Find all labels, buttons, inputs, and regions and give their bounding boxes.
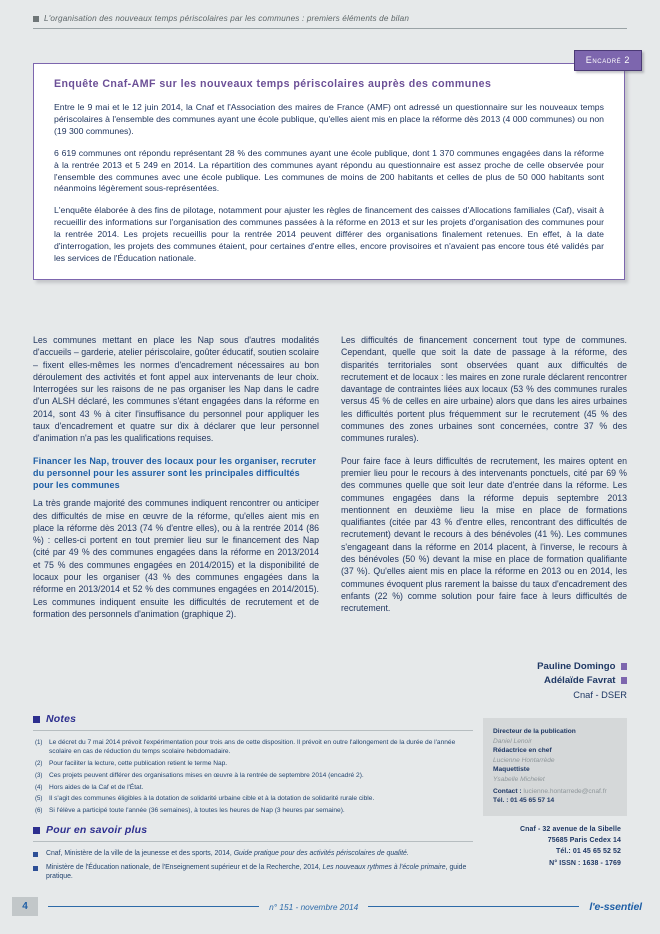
note-number: (1) [35,739,43,746]
masthead-contact-email[interactable]: lucienne.hontarrede@cnaf.fr [523,787,607,795]
masthead-contact [493,787,617,797]
square-bullet-icon [621,663,628,670]
address-line-4: N° ISSN : 1638 - 1769 [549,859,621,867]
footer-rule-left [48,906,259,907]
note-text: Hors aides de la Caf et de l'État. [49,783,144,791]
note-item [33,759,473,768]
encadre-paragraph-3: L'enquête élaborée à des fins de pilotage, notamment pour ajuster les règles de financement des caisses d'Allocations familiales (Caf), visait à recueillir des informations sur l'organisation des communes passées à la réforme en 2013 et sur les projets d'organisation des communes pour la rentrée 2014. Les projets recueillis pour la rentrée 2014 peuvent différer des organisations finalement retenues. En effet, à la date d'interrogation, les projets des communes étaient, pour certaines d'entre elles, encore provisoires et n'avaient pas encore tous été validés par les services de l'Éducation nationale. [54,205,604,263]
masthead-telephone: Tél. : 01 45 65 57 14 [493,797,555,805]
masthead-person-editor: Lucienne Hontarrède [493,756,555,764]
body-columns [33,334,627,630]
footer-rule-right [368,906,579,907]
note-text: Ces projets peuvent différer des organisations mises en œuvre à la rentrée de septembre 2014 (encadré 2). [49,771,364,779]
body-column-right [341,334,627,630]
notes-divider [33,730,473,731]
further-reading-section [33,824,473,884]
body-column-left [33,334,319,630]
footer-issue-label: n° 151 - novembre 2014 [269,901,359,912]
note-number: (3) [35,771,43,779]
running-head [33,14,627,29]
publisher-address [483,824,627,869]
further-reading-heading [33,824,473,836]
author-name-2-text: Adélaïde Favrat [544,675,616,686]
right-paragraph-1: Les difficultés de financement concernent tout type de communes. Cependant, quelle que soit la date de passage à la réforme, des disparités territoriales sont observées quant aux difficultés de recrutement et de locaux : les maires en zone rurale déclarent rencontrer davantage de contraintes liées aux locaux (53 % des communes rurales versus 45 % de celles en aire urbaine) alors que dans les aires urbaines les difficultés portent plus fréquemment sur le recrutement (45 % des communes des zones urbaines sont concernées, contre 37 % des communes rurales). [341,335,627,444]
square-bullet-icon [33,849,46,861]
page-number: 4 [12,897,38,916]
further-reading-heading-text: Pour en savoir plus [46,824,148,836]
author-name-1-text: Pauline Domingo [537,661,616,672]
note-number: (6) [35,807,43,815]
note-text: Si l'élève a participé toute l'année (36 semaines), à toutes les heures de Nap (3 heures par semaine). [49,807,345,815]
reference-plain-1: Cnaf, Ministère de la ville de la jeunesse et des sports, 2014, [46,850,234,857]
encadre-paragraph-2: 6 619 communes ont répondu représentant 28 % des communes ayant une école publique, dont 1 370 communes engagées dans la réforme à la rentrée 2013 et 5 249 en 2014. La répartition des communes ayant répondu au questionnaire est assez proche de celle observée pour l'ensemble des communes avec une école publique. Les communes de moins de 200 habitants et celles de plus de 50 000 habitants sont néanmoins légèrement sous-représentées. [54,147,604,194]
square-bullet-icon [33,827,40,834]
running-head-line [33,14,627,23]
reference-text [46,863,473,882]
note-number: (5) [35,795,43,803]
masthead-person-designer: Ysabelle Michelet [493,775,545,783]
square-bullet-icon [33,716,40,723]
left-paragraph-1: Les communes mettant en place les Nap sous d'autres modalités d'accueils – garderie, atelier périscolaire, goûter éducatif, soutien scolaire – fixent elles-mêmes les normes d'encadrement nécessaires au bon déroulement des activités et font appel aux intervenants de leur choix. Interrogées sur les raisons de ne pas organiser les Nap dans le cadre d'un ALSH déclaré, les communes s'étant engagées dans la réforme en 2014, sont 43 % à citer l'insuffisance du personnel pour appliquer les taux d'encadrement et quatre sur dix à déclarer que leur personnel d'animation n'a pas les qualifications requises. [33,335,319,444]
square-bullet-icon [621,677,628,684]
masthead-role-designer: Maquettiste [493,766,530,774]
left-subheading: Financer les Nap, trouver des locaux pour les organiser, recruter du personnel pour les assurer sont les principales difficultés pour les communes [33,455,317,491]
note-item [33,794,473,803]
note-item [33,771,473,780]
running-head-divider [33,28,627,29]
encadre-paragraph-1: Entre le 9 mai et le 12 juin 2014, la Cnaf et l'Association des maires de France (AMF) ont adressé un questionnaire sur les nouveaux temps périscolaires à l'ensemble des communes ayant une école publique, qu'elles aient mis en place la réforme dès 2013 (4 000 communes) ou non (19 300 communes). [54,102,604,136]
reference-plain-1: Ministère de l'Éducation nationale, de l'Enseignement supérieur et de la Recherche, 2014, [46,863,323,871]
note-text: Il s'agit des communes éligibles à la dotation de solidarité urbaine cible et à la dotation de solidarité rurale cible. [49,795,375,803]
masthead-box [483,718,627,816]
left-paragraph-2: La très grande majorité des communes indiquent rencontrer ou anticiper des difficultés de mise en œuvre de la réforme, qu'elles aient mis en place la réforme dès 2013 (74 % d'entre elles), ou à la rentrée 2014 (86 %) : celles-ci portent en tout premier lieu sur le financement des Nap (cité par 49 % des communes engagées dans la réforme en 2013/2014 et 75 % des communes engagées en 2014/2015) et la disponibilité de locaux pour les organiser (43 % des communes engagées dans la réforme en 2013/2014 et 52 % des communes engagées en 2014/2015). Les communes indiquent ensuite les difficultés de recrutement et de formation des personnels d'animation (graphique 2). [33,498,319,619]
masthead-person-director: Daniel Lenoir [493,737,532,745]
further-reading-divider [33,841,473,842]
square-bullet-icon [33,16,39,22]
reference-italic: Les nouveaux rythmes à l'école primaire [322,863,446,871]
masthead-role-editor: Rédactrice en chef [493,747,552,755]
reference-text [46,849,473,861]
reference-item [33,863,473,882]
encadre-box [33,63,625,280]
notes-heading [33,713,473,725]
page-footer [0,897,660,916]
encadre-tab-label: Encadré 2 [574,50,642,71]
masthead-contact-label: Contact : [493,787,522,795]
note-number: (4) [35,783,43,791]
author-signature [341,661,627,700]
author-name-2 [341,675,627,686]
right-paragraph-2: Pour faire face à leurs difficultés de recrutement, les maires optent en premier lieu pour le recours à des intervenants ponctuels, cité par 69 % des communes quelle que soit leur date d'entrée dans la réforme. Les communes engagées dans la réforme depuis septembre 2013 mentionnent en deuxième lieu la mise en place de formations qualifiantes (citée par 43 % d'entre elles, rencontrant des difficultés de recrutement) devant le recours à des bénévoles (41 %). Les communes s'engageant dans la réforme en 2014 placent, à l'inverse, le recours à des bénévoles (50 %) devant la mise en place de formation qualifiante (37 %). Qu'elles aient mis en place la réforme en 2013 ou en 2014, les communes évoquent plus rarement la baisse du taux d'encadrement des enfants (22 %) comme solution pour faire face à leurs difficultés de recrutement. [341,455,627,614]
notes-heading-text: Notes [46,713,77,725]
note-number: (2) [35,760,43,768]
encadre-title: Enquête Cnaf-AMF sur les nouveaux temps périscolaires auprès des communes [54,78,492,90]
running-head-text: L'organisation des nouveaux temps périscolaires par les communes : premiers éléments de bilan [44,14,410,23]
reference-italic: Guide pratique pour des activités périscolaires de qualité. [233,850,409,857]
masthead-role-director: Directeur de la publication [493,728,576,735]
address-line-3: Tél.: 01 45 65 52 52 [555,848,621,856]
author-organisation: Cnaf - DSER [573,690,627,700]
address-line-2: 75685 Paris Cedex 14 [547,837,621,845]
footer-brand: l'e-ssentiel [589,900,642,913]
note-text: Le décret du 7 mai 2014 prévoit l'expérimentation pour trois ans de cette disposition. Il prévoit en outre l'allongement de la durée de l'année scolaire en cas de réduction du temps scolaire hebdomadaire. [49,739,456,756]
notes-section [33,713,473,818]
note-item [33,806,473,815]
author-name-1 [341,661,627,672]
note-item [33,783,473,792]
address-line-1: Cnaf - 32 avenue de la Sibelle [519,826,621,833]
reference-item [33,849,473,861]
note-text: Pour faciliter la lecture, cette publication retient le terme Nap. [49,760,228,768]
note-item [33,738,473,757]
square-bullet-icon [33,863,46,882]
reference-plain-2: , guide pratique. [46,863,467,881]
